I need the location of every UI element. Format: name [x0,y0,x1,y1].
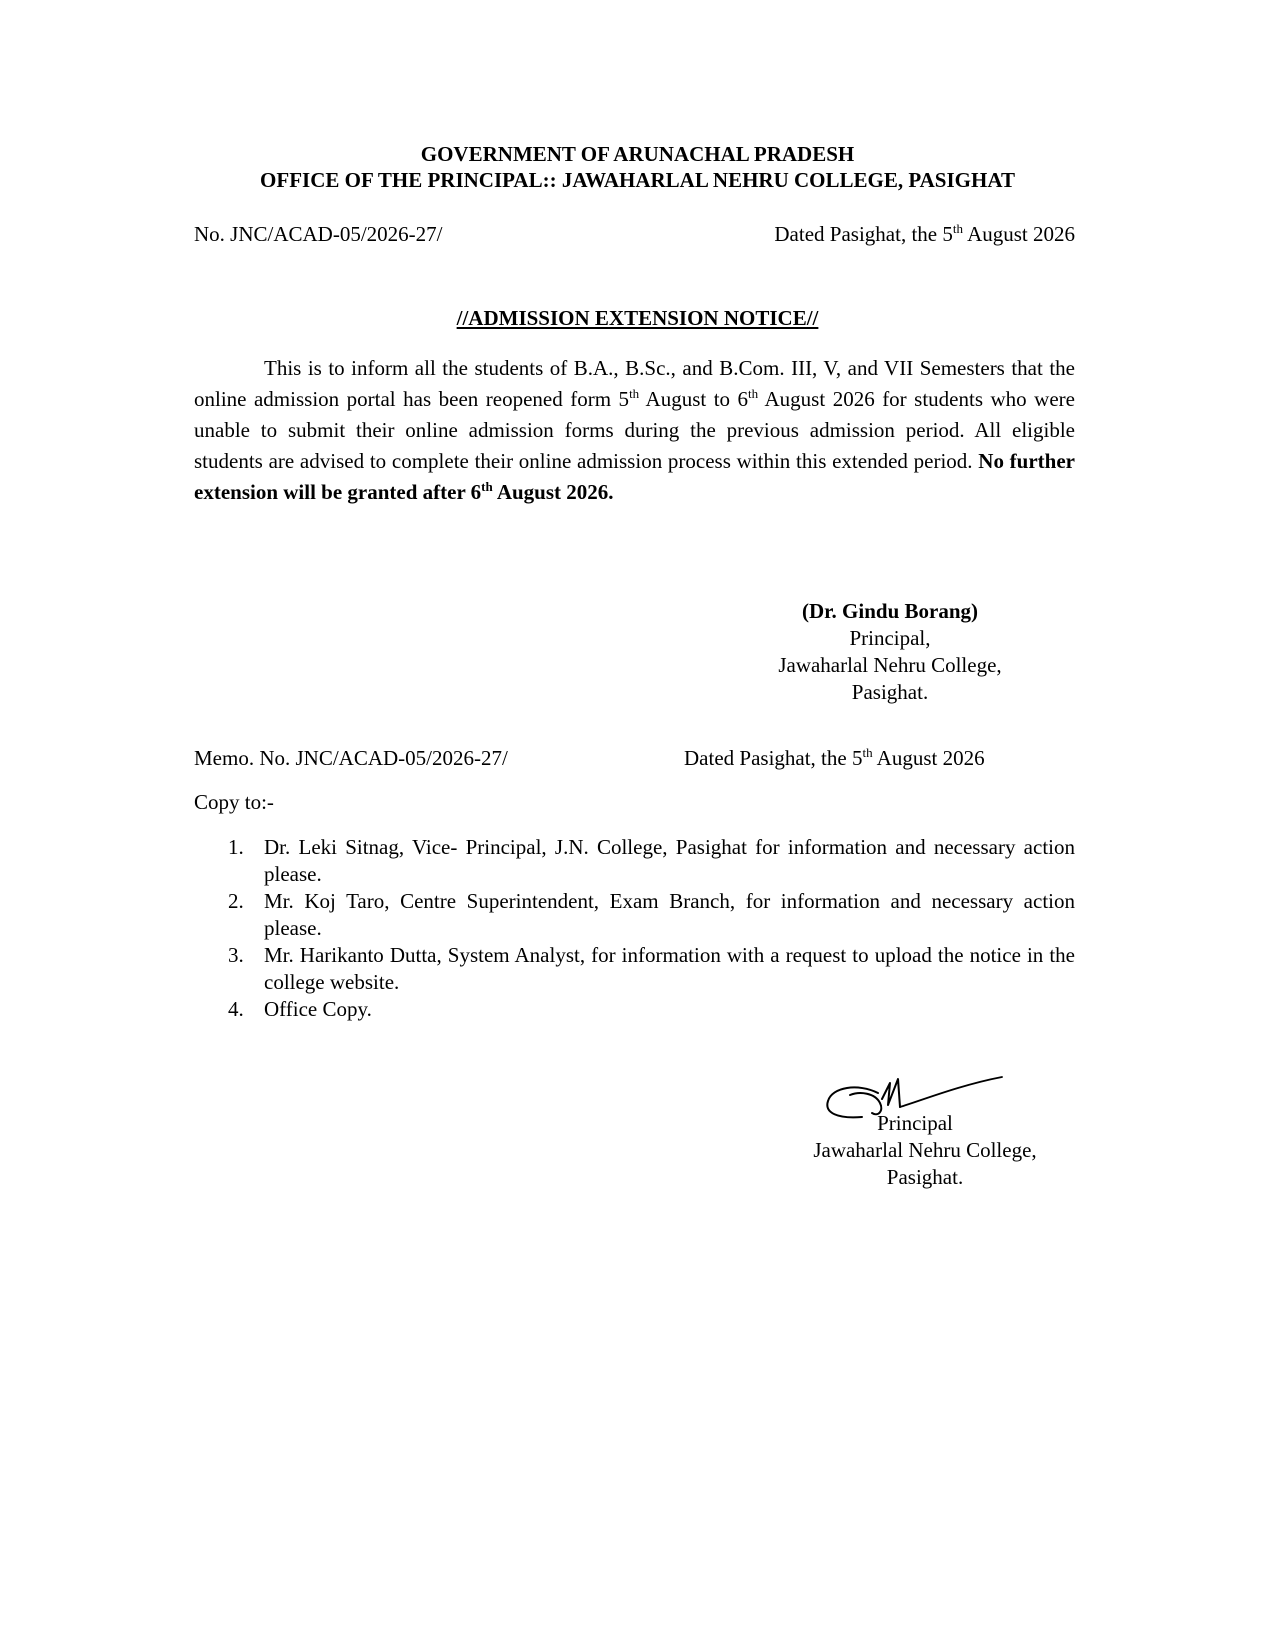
list-item-number: 3. [228,943,244,967]
header-office: OFFICE OF THE PRINCIPAL:: JAWAHARLAL NEHRU COLLEGE, PASIGHAT [260,168,1015,192]
notice-title: //ADMISSION EXTENSION NOTICE// [456,306,819,330]
memo-date-suffix: August 2026 [872,746,985,770]
reference-date-sup: th [952,221,963,236]
notice-body-text-1: This is to inform all the students of B.A., B.Sc., and B.Com. III, V, and VII Semesters that the online admission portal has been reopened form 5 [194,356,1075,411]
copy-list [194,834,1075,1023]
notice-body-bold-1: No further extension will be granted after 6 [194,449,1075,504]
notice-body-bold-2: August 2026. [492,480,614,504]
notice-body-sup-2: th [748,386,759,401]
reference-date-prefix: Dated Pasighat, the 5 [774,222,953,246]
signatory-block-2 [725,1110,1125,1191]
list-item-text: Mr. Harikanto Dutta, System Analyst, for information with a request to upload the notice in the college website. [264,943,1075,994]
header-government: GOVERNMENT OF ARUNACHAL PRADESH [420,142,855,166]
memo-date-prefix: Dated Pasighat, the 5 [684,746,863,770]
notice-body-text-2: August to 6 [639,387,749,411]
list-item [194,834,1075,888]
notice-body [194,353,1075,508]
signatory-designation: Principal, [849,626,931,650]
copy-to-label: Copy to:- [194,790,274,814]
memo-date-sup: th [862,745,873,760]
list-item-text: Dr. Leki Sitnag, Vice- Principal, J.N. College, Pasighat for information and necessary action please. [264,835,1075,886]
notice-body-sup-1: th [629,386,640,401]
signatory-2-designation: Principal [877,1111,953,1135]
signatory-college: Jawaharlal Nehru College, [778,653,1002,677]
reference-date-suffix: August 2026 [962,222,1075,246]
list-item [194,996,1075,1023]
signatory-2-college: Jawaharlal Nehru College, [813,1138,1037,1162]
list-item [194,888,1075,942]
list-item-text: Office Copy. [264,997,372,1021]
notice-body-bold-sup: th [481,479,493,494]
signatory-2-place: Pasighat. [886,1165,964,1189]
list-item [194,942,1075,996]
signatory-block-1 [690,598,1090,706]
signatory-name: (Dr. Gindu Borang) [801,599,978,623]
reference-date [774,221,1075,247]
memo-date [684,745,985,771]
list-item-number: 2. [228,889,244,913]
list-item-text: Mr. Koj Taro, Centre Superintendent, Exam Branch, for information and necessary action please. [264,889,1075,940]
list-item-number: 4. [228,997,244,1021]
notice-body-text-3: August 2026 for students who were unable to submit their online admission forms during the previous admission period. All eligible students are advised to complete their online admission process within this extended period. [194,387,1075,473]
list-item-number: 1. [228,835,244,859]
reference-number: No. JNC/ACAD-05/2026-27/ [194,222,443,246]
signatory-place: Pasighat. [851,680,929,704]
memo-number: Memo. No. JNC/ACAD-05/2026-27/ [194,746,508,770]
